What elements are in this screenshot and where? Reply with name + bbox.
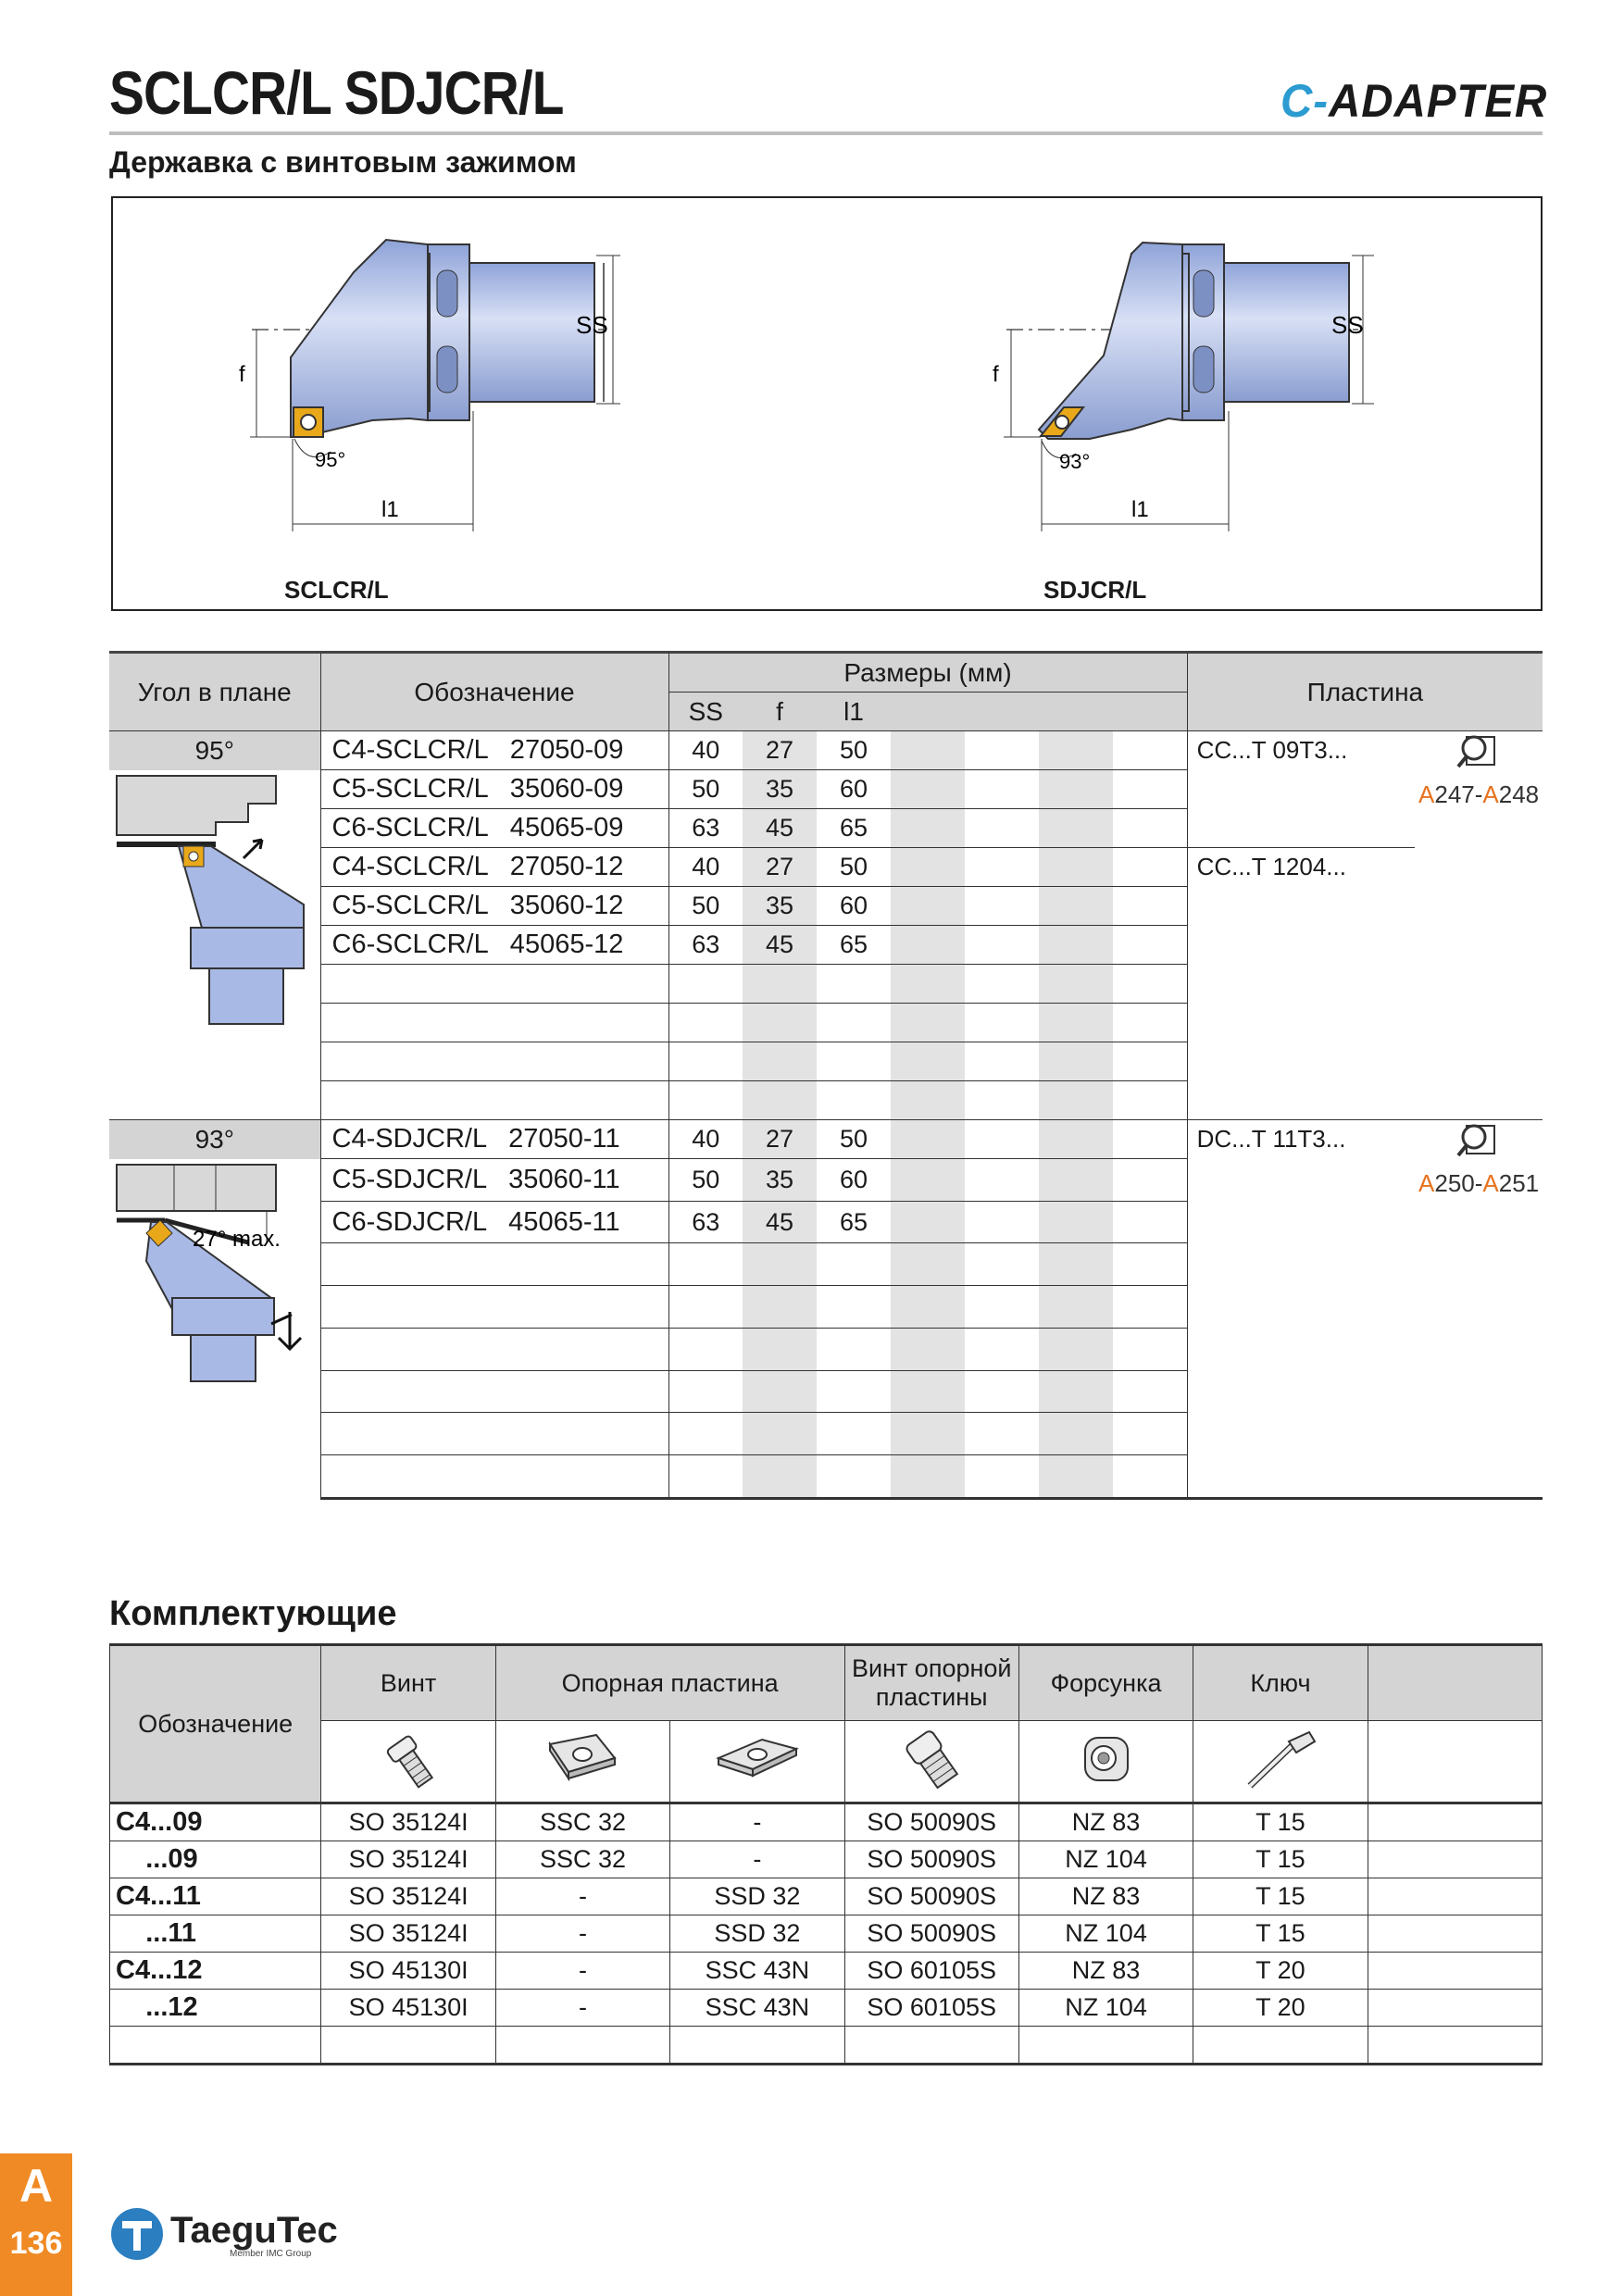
- acc-cell: SO 35124I: [321, 1878, 495, 1915]
- diagram-95: [109, 770, 320, 1120]
- acc-row-code: C4...12: [110, 1953, 321, 1990]
- acc-row-code: C4...11: [110, 1878, 321, 1915]
- cell-ss: 40: [668, 848, 743, 887]
- page-number: 136: [9, 2226, 63, 2261]
- cell-ss: 50: [668, 887, 743, 926]
- brand-logo: C-ADAPTER: [1280, 75, 1548, 127]
- svg-text:27° max.: 27° max.: [193, 1226, 281, 1252]
- turning-diagram-icon: [109, 1159, 320, 1492]
- header-angle: Угол в плане: [109, 653, 320, 731]
- insert-ref: A247-A248: [1415, 731, 1543, 848]
- magnifier-icon: [1455, 1120, 1502, 1163]
- acc-cell: SSC 32: [495, 1841, 669, 1878]
- table-row-code: C6-SDJCR/L 45065-11: [320, 1201, 668, 1243]
- cell-l1: 60: [817, 1159, 891, 1202]
- cell-ss: 40: [668, 731, 743, 770]
- svg-text:l1: l1: [381, 497, 399, 522]
- angle-93: 93°: [109, 1120, 320, 1159]
- acc-cell: T 15: [1193, 1803, 1368, 1841]
- logo-subtext: Member IMC Group: [230, 2249, 312, 2259]
- acc-row-code: ...09: [110, 1841, 321, 1878]
- svg-text:SS: SS: [1331, 311, 1364, 339]
- acc-cell: T 15: [1193, 1841, 1368, 1878]
- acc-cell: NZ 104: [1018, 1915, 1193, 1953]
- svg-text:SS: SS: [576, 311, 608, 339]
- header-ss: SS: [668, 693, 743, 731]
- acc-cell: SO 35124I: [321, 1841, 495, 1878]
- acc-cell: SSC 32: [495, 1803, 669, 1841]
- header-insert: Пластина: [1187, 653, 1543, 731]
- figure-box: [111, 196, 1543, 611]
- acc-cell: NZ 104: [1018, 1841, 1193, 1878]
- cell-f: 27: [743, 1120, 817, 1159]
- acc-cell: T 15: [1193, 1915, 1368, 1953]
- svg-text:f: f: [993, 362, 999, 387]
- cell-l1: 50: [817, 731, 891, 770]
- table-row-code: C5-SDJCR/L 35060-11: [320, 1159, 668, 1202]
- acc-cell: SSC 43N: [670, 1953, 844, 1990]
- acc-cell: SO 60105S: [844, 1990, 1018, 2027]
- cell-l1: 60: [817, 770, 891, 809]
- title-divider: [109, 131, 1543, 135]
- acc-cell: SSD 32: [670, 1915, 844, 1953]
- insert-cell: CC...T 09T3...: [1196, 736, 1348, 765]
- acc-header-screw: Винт: [321, 1645, 495, 1721]
- cell-l1: 65: [817, 809, 891, 848]
- acc-cell: SO 50090S: [844, 1915, 1018, 1953]
- acc-cell: T 15: [1193, 1878, 1368, 1915]
- acc-header-shim: Опорная пластина: [495, 1645, 844, 1721]
- key-icon: [1193, 1721, 1368, 1803]
- cell-f: 35: [743, 770, 817, 809]
- cell-l1: 60: [817, 887, 891, 926]
- cell-f: 27: [743, 848, 817, 887]
- acc-cell: -: [495, 1953, 669, 1990]
- acc-cell: SO 50090S: [844, 1878, 1018, 1915]
- logo-text: TaeguTec: [170, 2210, 338, 2251]
- acc-cell: NZ 83: [1018, 1953, 1193, 1990]
- shim-rhombic-icon: [670, 1721, 844, 1803]
- acc-row-code: ...11: [110, 1915, 321, 1953]
- acc-cell: -: [495, 1878, 669, 1915]
- acc-header-key: Ключ: [1193, 1645, 1368, 1721]
- acc-header-nozzle: Форсунка: [1018, 1645, 1193, 1721]
- cell-f: 45: [743, 926, 817, 965]
- taegutec-logo: [109, 2204, 350, 2270]
- cell-l1: 65: [817, 926, 891, 965]
- acc-cell: NZ 104: [1018, 1990, 1193, 2027]
- svg-text:93°: 93°: [1059, 450, 1091, 473]
- cell-ss: 63: [668, 1201, 743, 1243]
- acc-header-shim-screw: Винт опорной пластины: [844, 1645, 1018, 1721]
- table-row-code: C4-SCLCR/L 27050-12: [320, 848, 668, 887]
- acc-cell: SO 35124I: [321, 1803, 495, 1841]
- acc-cell: -: [670, 1841, 844, 1878]
- header-designation: Обозначение: [320, 653, 668, 731]
- acc-cell: T 20: [1193, 1953, 1368, 1990]
- header-dimensions: Размеры (мм): [668, 653, 1187, 693]
- table-row-code: C5-SCLCR/L 35060-09: [320, 770, 668, 809]
- cell-f: 35: [743, 1159, 817, 1202]
- turning-diagram-icon: [109, 770, 320, 1104]
- acc-cell: SO 35124I: [321, 1915, 495, 1953]
- table-row-code: C5-SCLCR/L 35060-12: [320, 887, 668, 926]
- acc-cell: -: [495, 1915, 669, 1953]
- acc-cell: -: [670, 1803, 844, 1841]
- cell-ss: 40: [668, 1120, 743, 1159]
- figure-label-sclcr: SCLCR/L: [284, 576, 389, 604]
- cell-ss: 50: [668, 1159, 743, 1202]
- angle-95: 95°: [109, 731, 320, 770]
- cell-ss: 63: [668, 809, 743, 848]
- acc-cell: T 20: [1193, 1990, 1368, 2027]
- figure-label-sdjcr: SDJCR/L: [1043, 576, 1147, 604]
- tool-table: [109, 651, 1543, 1500]
- acc-cell: SO 50090S: [844, 1841, 1018, 1878]
- diagram-93: [109, 1159, 320, 1499]
- acc-cell: SO 50090S: [844, 1803, 1018, 1841]
- sdjcr-drawing: [993, 243, 1374, 531]
- acc-row-code: C4...09: [110, 1803, 321, 1841]
- accessories-table: [109, 1643, 1543, 2065]
- cell-f: 45: [743, 809, 817, 848]
- cell-ss: 63: [668, 926, 743, 965]
- screw-icon: [321, 1721, 495, 1803]
- acc-cell: SO 60105S: [844, 1953, 1018, 1990]
- section-tab: [0, 2153, 72, 2296]
- header-f: f: [743, 693, 817, 731]
- cell-l1: 50: [817, 848, 891, 887]
- acc-cell: SSC 43N: [670, 1990, 844, 2027]
- table-row-code: C4-SCLCR/L 27050-09: [320, 731, 668, 770]
- acc-cell: SO 45130I: [321, 1990, 495, 2027]
- acc-cell: SO 45130I: [321, 1953, 495, 1990]
- cell-ss: 50: [668, 770, 743, 809]
- sclcr-drawing: [239, 240, 620, 531]
- cell-f: 27: [743, 731, 817, 770]
- table-row-code: C4-SDJCR/L 27050-11: [320, 1120, 668, 1159]
- table-row-code: C6-SCLCR/L 45065-09: [320, 809, 668, 848]
- table-row-code: C6-SCLCR/L 45065-12: [320, 926, 668, 965]
- section-letter: A: [19, 2160, 54, 2212]
- svg-text:f: f: [239, 362, 245, 387]
- insert-ref: A250-A251: [1415, 1120, 1543, 1243]
- accessories-title: Комплектующие: [109, 1594, 397, 1633]
- magnifier-icon: [1455, 731, 1502, 774]
- tool-drawings: [113, 198, 1541, 609]
- shim-square-icon: [495, 1721, 669, 1803]
- acc-header-designation: Обозначение: [110, 1645, 321, 1803]
- cell-f: 45: [743, 1201, 817, 1243]
- acc-cell: NZ 83: [1018, 1803, 1193, 1841]
- acc-cell: -: [495, 1990, 669, 2027]
- insert-cell: CC...T 1204...: [1196, 853, 1346, 881]
- svg-text:95°: 95°: [315, 448, 346, 471]
- nozzle-icon: [1018, 1721, 1193, 1803]
- acc-row-code: ...12: [110, 1990, 321, 2027]
- page-title: SCLCR/L SDJCR/L: [109, 58, 564, 127]
- shim-screw-icon: [844, 1721, 1018, 1803]
- header-l1: l1: [817, 693, 891, 731]
- cell-f: 35: [743, 887, 817, 926]
- acc-cell: NZ 83: [1018, 1878, 1193, 1915]
- cell-l1: 65: [817, 1201, 891, 1243]
- page-subtitle: Державка с винтовым зажимом: [109, 145, 577, 179]
- cell-l1: 50: [817, 1120, 891, 1159]
- svg-text:l1: l1: [1131, 497, 1149, 522]
- insert-cell: DC...T 11T3...: [1187, 1120, 1415, 1159]
- acc-cell: SSD 32: [670, 1878, 844, 1915]
